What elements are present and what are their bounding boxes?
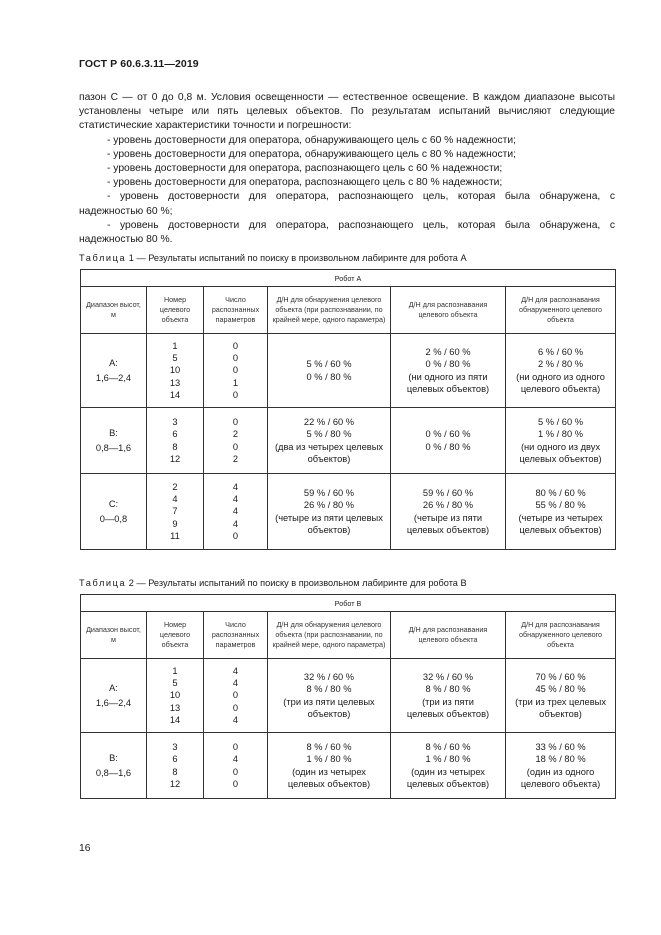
cell-line: 1: [232, 377, 239, 388]
cell-line: 26 % / 80 %: [422, 500, 474, 511]
paragraph: пазон С — от 0 до 0,8 м. Условия освещенности — естественное освещение. В каждом диапазоне высоты установлены четыре или пять целевых объектов. По результатам испытаний вычисляют следующие статистические характеристики точности и погрешности:: [79, 92, 615, 132]
column-header: Диапазон высот, м: [81, 287, 147, 334]
cell-line: А:: [109, 683, 118, 694]
cell-line: 9: [172, 518, 178, 529]
cell-line: 13: [169, 702, 181, 713]
table-row: [81, 659, 616, 733]
cell-recog-det: [506, 474, 616, 550]
cell-recog-det: [506, 733, 616, 799]
cell-line: 5: [172, 678, 178, 689]
cell-numbers: [147, 474, 204, 550]
cell-line: 3: [172, 742, 178, 753]
cell-line: 0,8—1,6: [95, 767, 132, 778]
cell-detect: [268, 733, 391, 799]
cell-line: 0: [232, 365, 239, 376]
cell-recog: [391, 733, 506, 799]
cell-line: (два из четырех целевых: [274, 441, 384, 452]
cell-params: [204, 733, 268, 799]
cell-line: 32 % / 60 %: [422, 672, 474, 683]
cell-line: 6: [172, 429, 178, 440]
cell-line: 0: [232, 766, 239, 777]
cell-line: 4: [232, 506, 239, 517]
table2-caption-label: Таблица: [79, 578, 127, 588]
cell-line: 1: [172, 340, 178, 351]
table-row: [81, 733, 616, 799]
cell-line: 4: [172, 494, 178, 505]
cell-line: 59 % / 60 %: [422, 488, 474, 499]
cell-line: 4: [232, 494, 239, 505]
table-row: [81, 408, 616, 474]
cell-line: 6 % / 60 %: [538, 347, 583, 358]
cell-range: [81, 733, 147, 799]
cell-numbers: [147, 334, 204, 408]
cell-line: С:: [108, 499, 119, 510]
cell-line: 11: [170, 530, 180, 541]
column-header: Д/Н для распознавания обнаруженного целевого объекта: [506, 287, 616, 334]
cell-line: 2: [232, 429, 239, 440]
cell-line: 0: [232, 417, 239, 428]
cell-line: 8 % / 60 %: [425, 742, 471, 753]
table-row: [81, 334, 616, 408]
cell-range: [81, 474, 147, 550]
cell-line: (ни одного из двух: [520, 441, 601, 452]
cell-line: объектов): [307, 453, 351, 464]
cell-line: целевых объектов): [406, 383, 490, 394]
cell-line: 5 % / 60 %: [306, 359, 352, 370]
cell-line: 0: [232, 441, 239, 452]
paragraph: - уровень достоверности для оператора, распознающего цель с 60 % надежности;: [107, 163, 503, 175]
cell-line: 0 % / 80 %: [425, 359, 471, 370]
document-header: ГОСТ Р 60.6.3.11—2019: [79, 58, 199, 70]
cell-line: (ни одного из одного: [516, 371, 605, 382]
column-header: Номер целевого объекта: [147, 287, 204, 334]
cell-line: 1 % / 80 %: [306, 754, 352, 765]
cell-detect: [268, 408, 391, 474]
cell-line: целевых объектов): [406, 708, 490, 719]
cell-line: 45 % / 80 %: [535, 684, 586, 695]
cell-line: (три из трех целевых: [515, 696, 606, 707]
column-header: Диапазон высот, м: [81, 612, 147, 659]
column-header: Д/Н для распознавания целевого объекта: [391, 287, 506, 334]
cell-range: [81, 659, 147, 733]
cell-recog-det: [506, 408, 616, 474]
cell-numbers: [147, 408, 204, 474]
cell-line: 0: [232, 742, 239, 753]
cell-line: 0 % / 80 %: [306, 371, 352, 382]
cell-detect: [268, 474, 391, 550]
cell-line: целевых объектов): [519, 524, 602, 535]
cell-line: 4: [232, 665, 239, 676]
column-header: Номер целевого объекта: [147, 612, 204, 659]
body-text: [79, 91, 615, 247]
cell-line: объектов): [307, 708, 351, 719]
cell-line: 0: [232, 702, 239, 713]
cell-line: (три из пяти: [422, 696, 474, 707]
table-row: [81, 474, 616, 550]
cell-numbers: [147, 659, 204, 733]
cell-line: 2 % / 60 %: [425, 347, 471, 358]
cell-line: 70 % / 60 %: [535, 672, 586, 683]
cell-line: 4: [232, 754, 239, 765]
cell-line: целевого объекта): [520, 778, 601, 789]
cell-line: 18 % / 80 %: [535, 754, 586, 765]
cell-line: (четыре из четырех: [518, 512, 603, 523]
cell-line: (один из четырех: [411, 766, 485, 777]
paragraph: - уровень достоверности для оператора, обнаруживающего цель с 80 % надежности;: [107, 148, 516, 160]
column-header: Д/Н для обнаружения целевого объекта (при распознавании, по крайней мере, одного параметра): [268, 287, 391, 334]
page-number: 16: [79, 843, 91, 854]
cell-line: 22 % / 60 %: [303, 417, 355, 428]
cell-line: 5 % / 80 %: [306, 429, 352, 440]
cell-line: 1 % / 80 %: [538, 429, 583, 440]
cell-line: 12: [169, 453, 181, 464]
results-table-robot-a: [80, 269, 616, 550]
cell-line: 0—0,8: [99, 513, 128, 524]
cell-line: 14: [169, 714, 181, 725]
cell-line: 10: [169, 365, 181, 376]
cell-line: (ни одного из пяти: [408, 371, 488, 382]
cell-params: [204, 408, 268, 474]
cell-line: 0 % / 60 %: [425, 429, 471, 440]
cell-detect: [268, 334, 391, 408]
cell-params: [204, 659, 268, 733]
table1-caption-label: Таблица: [79, 253, 127, 263]
results-table-robot-b: [80, 594, 616, 799]
cell-line: 0: [232, 530, 239, 541]
cell-recog: [391, 334, 506, 408]
cell-line: 14: [169, 389, 181, 400]
cell-numbers: [147, 733, 204, 799]
cell-line: 7: [172, 506, 178, 517]
cell-line: 80 % / 60 %: [535, 488, 586, 499]
column-header: Число распознанных параметров: [204, 287, 268, 334]
cell-line: целевых объектов): [519, 453, 602, 464]
cell-line: 2: [232, 453, 239, 464]
column-header: Д/Н для распознавания обнаруженного целевого объекта: [506, 612, 616, 659]
table1-caption: [79, 253, 467, 263]
cell-range: [81, 334, 147, 408]
cell-line: объектов): [307, 524, 351, 535]
cell-line: 1 % / 80 %: [425, 754, 471, 765]
cell-line: 5 % / 60 %: [538, 417, 583, 428]
cell-recog-det: [506, 659, 616, 733]
table2-caption: [79, 578, 467, 588]
cell-line: 8: [172, 766, 178, 777]
cell-line: 2 % / 80 %: [538, 359, 583, 370]
cell-line: 13: [169, 377, 181, 388]
cell-recog: [391, 408, 506, 474]
cell-line: целевого объекта): [520, 383, 601, 394]
cell-line: 12: [169, 778, 181, 789]
cell-line: (три из пяти целевых: [283, 696, 375, 707]
cell-line: целевых объектов): [406, 524, 490, 535]
cell-line: 5: [172, 353, 178, 364]
cell-line: 10: [169, 690, 181, 701]
cell-line: 59 % / 60 %: [303, 488, 355, 499]
cell-line: (один из одного: [526, 766, 595, 777]
cell-line: целевых объектов): [406, 778, 490, 789]
cell-line: 4: [232, 518, 239, 529]
cell-line: 3: [172, 417, 178, 428]
cell-recog: [391, 474, 506, 550]
cell-params: [204, 334, 268, 408]
cell-line: 33 % / 60 %: [535, 742, 586, 753]
cell-line: (один из четырех: [292, 766, 366, 777]
cell-line: 2: [172, 481, 178, 492]
cell-line: 26 % / 80 %: [303, 500, 355, 511]
cell-params: [204, 474, 268, 550]
cell-recog-det: [506, 334, 616, 408]
column-header: Д/Н для распознавания целевого объекта: [391, 612, 506, 659]
cell-line: 0: [232, 690, 239, 701]
cell-line: 4: [232, 714, 239, 725]
cell-line: 55 % / 80 %: [535, 500, 586, 511]
cell-line: 0: [232, 340, 239, 351]
cell-line: целевых объектов): [287, 778, 371, 789]
paragraph: - уровень достоверности для оператора, распознающего цель, которая была обнаружена, с надежностью 80 %.: [79, 219, 615, 246]
cell-line: (четыре из пяти целевых: [275, 512, 383, 523]
robot-label: Робот А: [81, 270, 616, 287]
column-header: Д/Н для обнаружения целевого объекта (при распознавании, по крайней мере, одного параметра): [268, 612, 391, 659]
cell-line: 0,8—1,6: [95, 442, 132, 453]
cell-range: [81, 408, 147, 474]
cell-line: 6: [172, 754, 178, 765]
column-header: Число распознанных параметров: [204, 612, 268, 659]
cell-line: 1,6—2,4: [95, 697, 132, 708]
cell-line: 0: [232, 778, 239, 789]
cell-line: объектов): [539, 708, 582, 719]
cell-line: 4: [232, 678, 239, 689]
cell-detect: [268, 659, 391, 733]
cell-line: В:: [109, 428, 118, 439]
table2-caption-text: 2 — Результаты испытаний по поиску в произвольном лабиринте для робота В: [128, 578, 467, 588]
cell-line: 4: [232, 481, 239, 492]
cell-line: 0: [232, 389, 239, 400]
cell-line: 1: [172, 665, 178, 676]
paragraph: - уровень достоверности для оператора, обнаруживающего цель с 60 % надежности;: [107, 134, 516, 146]
cell-recog: [391, 659, 506, 733]
cell-line: 8 % / 60 %: [306, 742, 352, 753]
cell-line: 8: [172, 441, 178, 452]
cell-line: А:: [109, 358, 118, 369]
robot-label: Робот В: [81, 595, 616, 612]
cell-line: 0 % / 80 %: [425, 441, 471, 452]
cell-line: 1,6—2,4: [95, 372, 132, 383]
paragraph: - уровень достоверности для оператора, распознающего цель с 80 % надежности;: [107, 177, 503, 189]
cell-line: 8 % / 80 %: [425, 684, 471, 695]
cell-line: 32 % / 60 %: [303, 672, 355, 683]
cell-line: (четыре из пяти: [413, 512, 483, 523]
paragraph: - уровень достоверности для оператора, распознающего цель, которая была обнаружена, с надежностью 60 %;: [79, 191, 615, 217]
cell-line: 8 % / 80 %: [306, 684, 352, 695]
cell-line: 0: [232, 353, 239, 364]
table1-caption-text: 1 — Результаты испытаний по поиску в произвольном лабиринте для робота А: [128, 253, 467, 263]
cell-line: В:: [109, 753, 118, 764]
